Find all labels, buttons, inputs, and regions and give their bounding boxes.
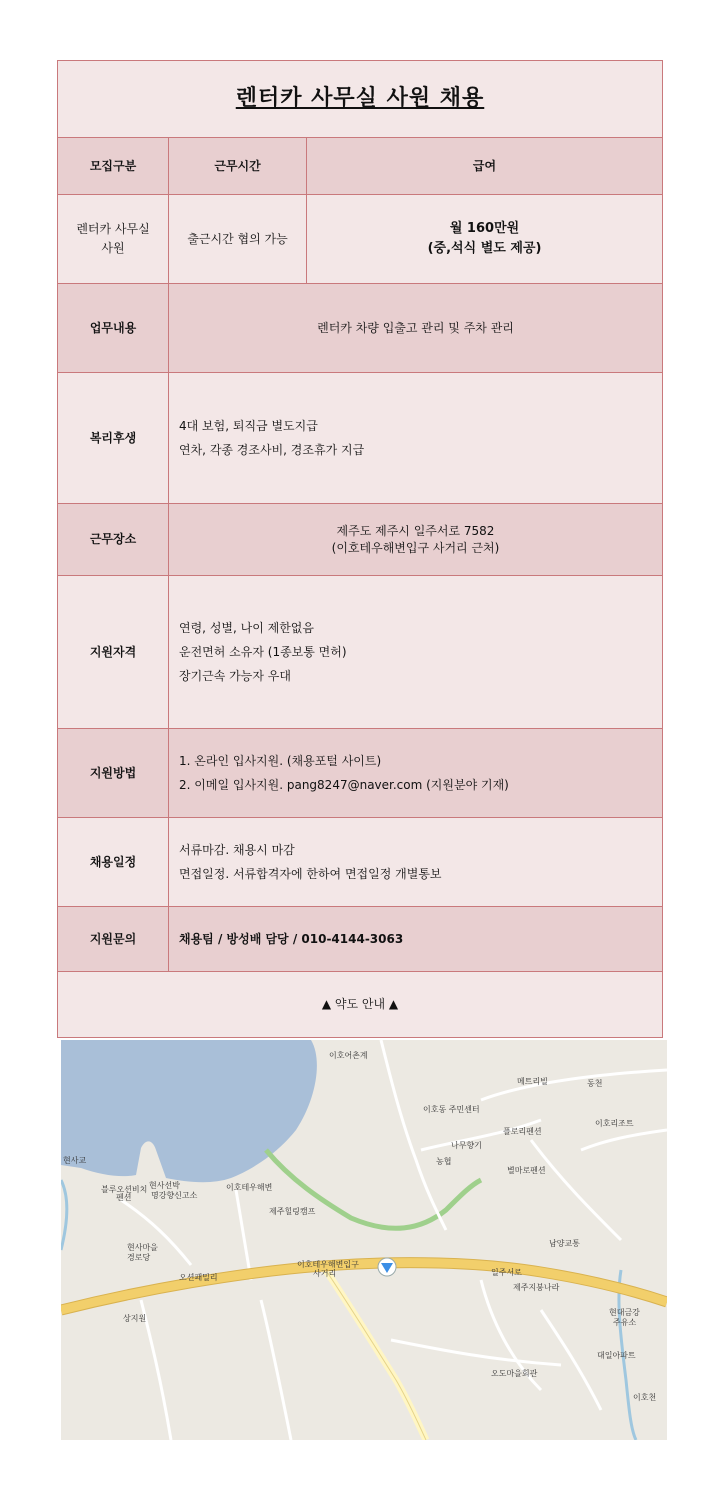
position-category	[58, 195, 169, 283]
benefits-label: 복리후생	[58, 373, 169, 503]
map-label: 일주서로	[491, 1268, 522, 1277]
qualification-line: 장기근속 가능자 우대	[179, 669, 291, 683]
location-address: 제주도 제주시 일주서로 7582	[336, 524, 495, 539]
position-salary	[307, 195, 662, 283]
map-label: 명강향신고소	[151, 1191, 198, 1200]
location-row	[58, 503, 662, 575]
application-content	[169, 729, 662, 817]
map-label: 제주지붕나라	[513, 1283, 560, 1292]
location-label: 근무장소	[58, 504, 169, 575]
benefits-row	[58, 372, 662, 503]
map-label: 현사선박	[149, 1181, 180, 1190]
map-heading-row	[58, 971, 662, 1037]
map-label: 이호동 주민센터	[423, 1105, 480, 1114]
application-line: 1. 온라인 입사지원. (채용포털 사이트)	[179, 754, 382, 768]
qualifications-label: 지원자격	[58, 576, 169, 728]
qualifications-content	[169, 576, 662, 728]
qualification-line: 운전면허 소유자 (1종보통 면허)	[179, 645, 347, 659]
map-label: 블루오션비치	[101, 1185, 148, 1194]
map-label: 현사교	[63, 1156, 87, 1165]
map-label: 오션패밀리	[179, 1273, 218, 1282]
map-label: 이호테우해변	[226, 1183, 273, 1192]
application-row	[58, 728, 662, 817]
map-label: 사거리	[313, 1269, 337, 1278]
map-label: 주유소	[613, 1318, 637, 1327]
position-category-line1: 렌터카 사무실	[76, 222, 150, 237]
header-salary: 급여	[472, 158, 497, 173]
schedule-line: 서류마감. 채용시 마감	[179, 843, 295, 857]
duties-label: 업무내용	[58, 284, 169, 372]
position-hours: 출근시간 협의 가능	[169, 195, 307, 283]
map-label: 오도마을회관	[491, 1369, 538, 1378]
position-row	[58, 194, 662, 283]
location-landmark: (이호테우해변입구 사거리 근처)	[331, 540, 500, 555]
map-label: 현사마을	[127, 1243, 158, 1252]
qualification-line: 연령, 성별, 나이 제한없음	[179, 621, 314, 635]
map-label: 이호천	[633, 1393, 657, 1402]
schedule-content	[169, 818, 662, 906]
map-label: 이호어촌계	[329, 1051, 368, 1060]
page-title: 렌터카 사무실 사원 채용	[235, 85, 485, 111]
schedule-line: 면접일정. 서류합격자에 한하여 면접일정 개별통보	[179, 867, 442, 881]
header-category: 모집구분	[58, 138, 169, 194]
location-map[interactable]	[61, 1040, 667, 1440]
map-label: 이호리조트	[595, 1119, 634, 1128]
location-content	[169, 504, 662, 575]
salary-amount: 월 160만원	[449, 220, 520, 236]
salary-note: (중,석식 별도 제공)	[427, 241, 542, 256]
map-label: 플로리펜션	[503, 1127, 542, 1136]
map-label: 대일아파트	[597, 1351, 636, 1360]
map-label: 상지원	[123, 1314, 147, 1323]
contact-row	[58, 906, 662, 971]
map-label: 펜션	[116, 1193, 132, 1202]
duties-row	[58, 283, 662, 372]
contact-text: 채용팀 / 방성배 담당 / 010-4144-3063	[179, 931, 404, 946]
map-location-marker[interactable]	[378, 1258, 396, 1276]
map-label: 이호테우해변입구	[297, 1260, 359, 1269]
contact-label: 지원문의	[58, 907, 169, 971]
map-label: 현대금강	[609, 1308, 640, 1317]
application-label: 지원방법	[58, 729, 169, 817]
header-hours: 근무시간	[169, 138, 307, 194]
recruitment-table	[57, 60, 663, 1038]
map-label: 메트리빌	[517, 1077, 548, 1086]
map-canvas	[61, 1040, 667, 1440]
map-label: 경로당	[127, 1253, 151, 1262]
map-label: 농협	[436, 1157, 452, 1166]
application-line: 2. 이메일 입사지원. pang8247@naver.com (지원분야 기재)	[179, 778, 509, 792]
map-label: 동천	[587, 1079, 603, 1088]
title-row	[58, 61, 662, 137]
qualifications-row	[58, 575, 662, 728]
map-heading: ▲ 약도 안내 ▲	[321, 997, 399, 1012]
position-category-line2: 사원	[101, 241, 125, 255]
schedule-row	[58, 817, 662, 906]
benefits-line: 연차, 각종 경조사비, 경조휴가 지급	[179, 443, 365, 457]
benefits-content	[169, 373, 662, 503]
header-row	[58, 137, 662, 194]
map-label: 제주힐링캠프	[269, 1207, 316, 1216]
map-label: 나무향기	[451, 1141, 482, 1150]
duties-text: 렌터카 차량 입출고 관리 및 주차 관리	[317, 320, 514, 335]
map-label: 별마로펜션	[507, 1166, 546, 1175]
schedule-label: 채용일정	[58, 818, 169, 906]
benefits-line: 4대 보험, 퇴직금 별도지급	[179, 419, 318, 433]
map-label: 남양교통	[549, 1239, 580, 1248]
